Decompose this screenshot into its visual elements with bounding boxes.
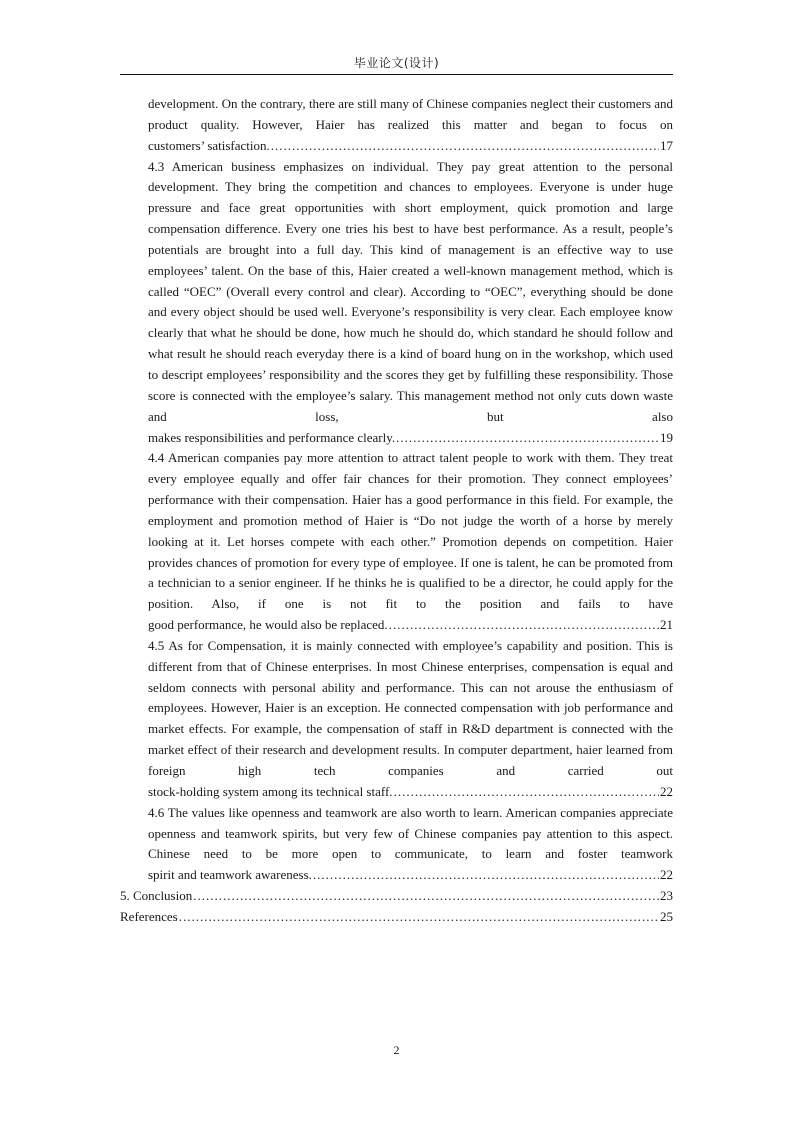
toc-entry-references — [120, 907, 673, 928]
dot-leader — [396, 428, 659, 449]
page-header-title: 毕业论文(设计) — [353, 56, 440, 70]
page-number: 2 — [393, 1043, 400, 1057]
toc-entry-last-text: 5. Conclusion — [120, 888, 193, 904]
toc-entry-last-text: References — [120, 908, 178, 924]
dot-leader — [313, 865, 659, 886]
toc-page-number: 25 — [660, 908, 673, 924]
dot-leader — [193, 886, 659, 907]
toc-entry-conclusion — [120, 886, 673, 907]
toc-entry-4-4 — [120, 448, 673, 636]
toc-page-number: 22 — [660, 867, 673, 883]
dot-leader — [179, 907, 659, 928]
toc-entry-leader-line — [148, 428, 673, 449]
dot-leader — [394, 782, 659, 803]
toc-entry-leader-line — [148, 136, 673, 157]
toc-entry-text: 4.5 As for Compensation, it is mainly connected with employee’s capability and position. This is different from that of Chinese enterprises. In most Chinese enterprises, compensation is equal and seldom connects with personal ability and performance. This can not arouse the enthusiasm of employees. However, Haier is an exception. He connected compensation with job performance and market effects. For example, the compensation of staff in R&D department is connected with the market effect of their research and development results. In computer department, haier learned from foreign high tech companies and carried out — [148, 637, 673, 778]
toc-page-number: 19 — [660, 429, 673, 445]
toc-entry-text: 4.3 American business emphasizes on individual. They pay great attention to the personal development. They bring the competition and chances to employees. Everyone is under huge pressure and face great opportunities with short employment, quick promotion and large compensation difference. Every one tries his best to have best performance. As a result, people’s potentials are brought into a full day. This kind of management is an effective way to use employees’ talent. On the base of this, Haier created a well-known management method, which is called “OEC” (Overall every control and clear). According to “OEC”, everything should be done and every object should be used well. Everyone’s responsibility is very clear. Each employee know clearly that what he should be done, how much he should do, which standard he should follow and what result he should reach everyday there is a kind of board hung on in the workshop, which used to descript employees’ responsibility and the scores they get by fulfilling these responsibility. Those score is connected with the employee’s salary. This management method not only cuts down waste and loss, but also — [148, 158, 673, 424]
toc-entry-last-text: stock-holding system among its technical staff. — [148, 783, 393, 799]
toc-entry-leader-line — [148, 865, 673, 886]
toc-entry-last-text: makes responsibilities and performance clearly. — [148, 429, 396, 445]
toc-page-number: 17 — [660, 137, 673, 153]
toc-entry-leader-line — [148, 782, 673, 803]
toc-entry-last-text: good performance, he would also be replaced. — [148, 617, 388, 633]
dot-leader — [271, 136, 659, 157]
toc-page-number: 21 — [660, 617, 673, 633]
toc-entry-leader-line — [120, 907, 673, 928]
toc-entry-text: 4.6 The values like openness and teamwork are also worth to learn. American companies appreciate openness and teamwork spirits, but very few of Chinese companies pay attention to this aspect. Chinese need to be more open to communicate, to learn and foster teamwork — [148, 804, 673, 862]
toc-entry-leader-line — [148, 615, 673, 636]
toc-entry-text: development. On the contrary, there are still many of Chinese companies neglect their customers and product quality. However, Haier has realized this matter and began to focus on — [148, 96, 673, 132]
toc-page-number: 23 — [660, 888, 673, 904]
toc-entry-last-text: customers’ satisfaction. — [148, 137, 270, 153]
dot-leader — [389, 615, 659, 636]
toc-entry-4-3 — [120, 157, 673, 449]
toc-entry-last-text: spirit and teamwork awareness. — [148, 867, 312, 883]
toc-entry-text: 4.4 American companies pay more attention to attract talent people to work with them. They treat every employee equally and offer fair chances for their promotion. They connect employees’ performance with their compensation. Haier has a good performance in this field. For example, the employment and promotion method of Haier is “Do not judge the worth of a horse by merely looking at it. Let horses compete with each other.” Promotion depends on competition. Haier provides chances of promotion for every type of employee. If one is talent, he can be promoted from a technician to a senior engineer. If he thinks he is qualified to be a director, he could apply for the position. Also, if one is not fit to the position and fails to have — [148, 450, 673, 612]
toc-entry-leader-line — [120, 886, 673, 907]
toc-entry-4-6 — [120, 803, 673, 886]
toc-page-number: 22 — [660, 783, 673, 799]
toc-entry-4-2-cont — [120, 94, 673, 157]
toc-entry-4-5 — [120, 636, 673, 803]
table-of-contents — [120, 94, 673, 928]
header-rule — [120, 74, 673, 75]
